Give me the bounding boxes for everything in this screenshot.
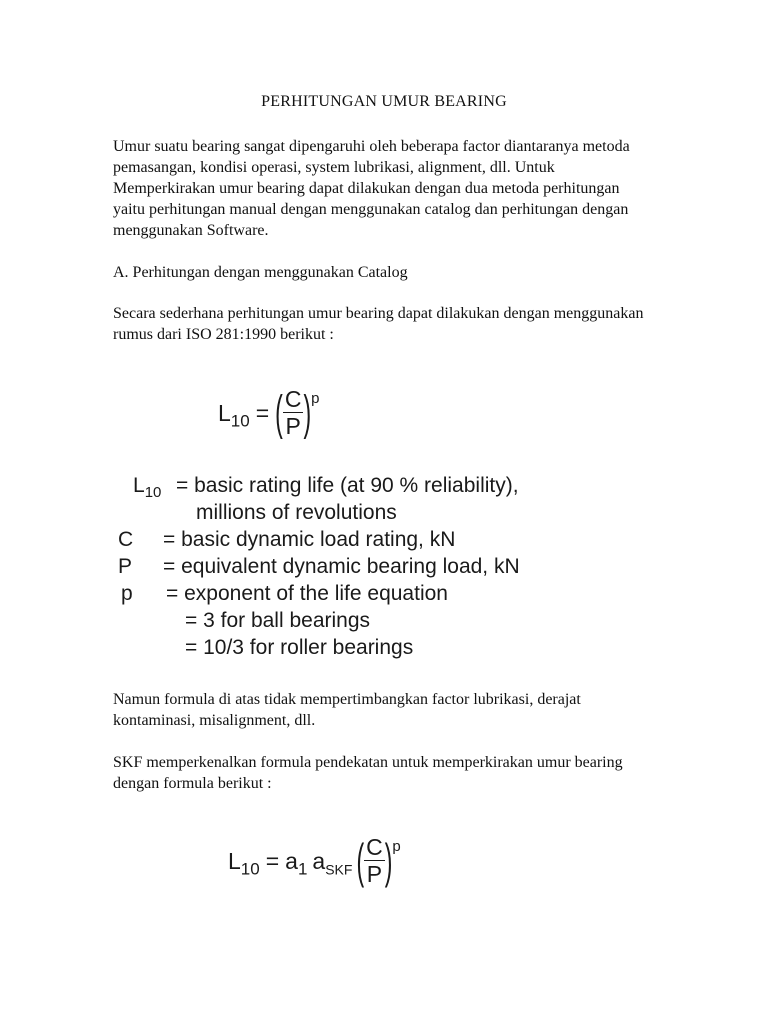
page-title: PERHITUNGAN UMUR BEARING	[261, 93, 507, 110]
definition-text: = 3 for ball bearings	[185, 609, 371, 632]
section-a-heading: A. Perhitungan dengan menggunakan Catalog	[113, 264, 408, 281]
skf-paragraph: SKF memperkenalkan formula pendekatan untuk memperkirakan umur bearing dengan formula berikut :	[113, 754, 623, 792]
note-paragraph: Namun formula di atas tidak mempertimbangkan factor lubrikasi, derajat kontaminasi, misalignment, dll.	[113, 691, 581, 729]
definition-symbol: C	[118, 528, 134, 551]
formula1-numerator: C	[284, 386, 302, 412]
formula1-denominator: P	[285, 413, 301, 439]
definition-symbol: P	[118, 555, 133, 578]
formula2-close-paren: )	[384, 832, 393, 888]
definition-text: = exponent of the life equation	[166, 582, 448, 605]
formula2-lhs: $L_{10}$	[228, 847, 260, 879]
formula-skf: $L_{10}$ = $a_1$ $a_{SKF}$ ( $\frac{C}{P}$ ) $^p$	[228, 836, 401, 886]
formula2-numerator: C	[366, 834, 383, 860]
formula-iso-281: $L_{10}$ = ( $\frac{C}{P}$ ) $^p$	[218, 388, 319, 438]
formula2-denominator: P	[366, 861, 383, 887]
definition-text: = basic rating life (at 90 % reliability),	[176, 474, 519, 497]
definition-symbol: $L_{10}$	[133, 474, 162, 502]
formula2-equals: =	[265, 847, 280, 874]
definition-text: millions of revolutions	[196, 501, 397, 524]
formula2-open-paren: (	[356, 832, 365, 888]
formula1-open-paren: (	[275, 384, 283, 440]
definition-text: = basic dynamic load rating, kN	[163, 528, 456, 551]
formula2-factor-askf: $a_{SKF}$	[312, 847, 353, 878]
definition-text: = equivalent dynamic bearing load, kN	[163, 555, 520, 578]
definition-text: = 10/3 for roller bearings	[185, 636, 414, 659]
formula1-fraction	[283, 388, 304, 438]
formula2-factor-a1: $a_1$	[285, 847, 308, 879]
definition-symbol: p	[121, 582, 133, 605]
formula1-equals: =	[255, 399, 270, 426]
intro-paragraph: Umur suatu bearing sangat dipengaruhi oleh beberapa factor diantaranya metoda pemasangan, kondisi operasi, system lubrikasi, alignment, dll. Untuk Memperkirakan umur bearing dapat dilakukan dengan dua metoda perhitungan yaitu perhitungan manual dengan menggunakan catalog dan perhitungan dengan menggunakan Software.	[113, 138, 630, 239]
formula1-close-paren: )	[303, 384, 312, 440]
section-a-paragraph: Secara sederhana perhitungan umur bearing dapat dilakukan dengan menggunakan rumus dari ISO 281:1990 berikut :	[113, 305, 644, 343]
formula1-lhs: $L_{10}$	[218, 399, 250, 431]
formula2-fraction	[364, 836, 385, 886]
